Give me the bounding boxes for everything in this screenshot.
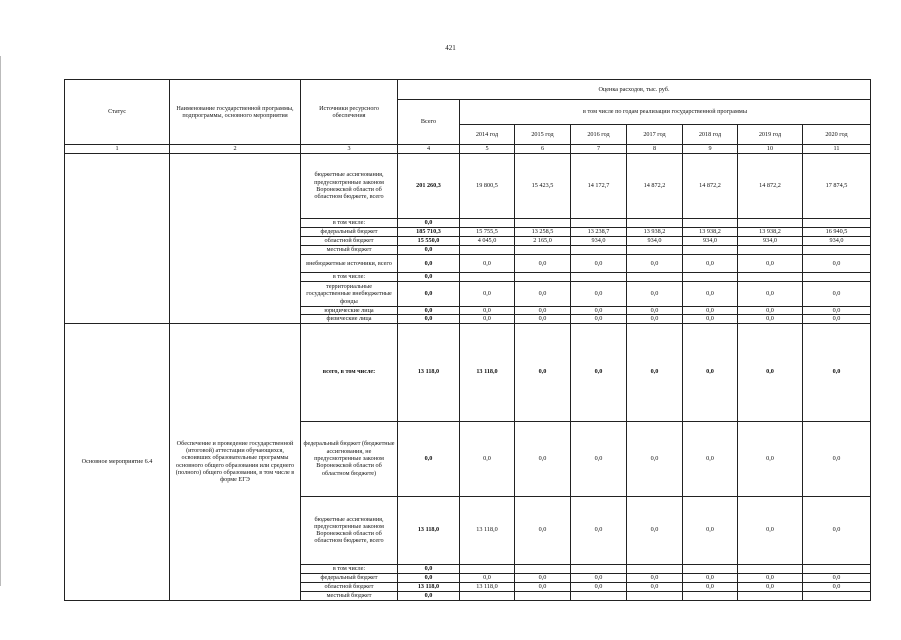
year-value-cell: 13 118,0 (460, 323, 515, 421)
column-number: 3 (301, 145, 398, 154)
year-value-cell: 0,0 (738, 582, 803, 591)
year-value-cell: 14 172,7 (571, 154, 627, 219)
header-status: Статус (65, 80, 170, 145)
header-year: 2020 год (803, 125, 871, 145)
year-value-cell (683, 246, 738, 255)
year-value-cell: 2 165,0 (515, 237, 571, 246)
source-cell: в том числе: (301, 219, 398, 228)
year-value-cell: 13 938,2 (683, 228, 738, 237)
year-value-cell: 0,0 (627, 573, 683, 582)
year-value-cell: 0,0 (803, 582, 871, 591)
year-value-cell (683, 591, 738, 600)
year-value-cell: 0,0 (571, 323, 627, 421)
header-year: 2017 год (627, 125, 683, 145)
column-number: 8 (627, 145, 683, 154)
source-cell: федеральный бюджет (бюджетные ассигнования, не предусмотренные законом Воронежской области об областном бюджете) (301, 421, 398, 496)
year-value-cell: 15 755,5 (460, 228, 515, 237)
year-value-cell: 934,0 (803, 237, 871, 246)
year-value-cell (738, 219, 803, 228)
year-value-cell: 13 258,5 (515, 228, 571, 237)
year-value-cell: 0,0 (627, 421, 683, 496)
year-value-cell (803, 246, 871, 255)
total-cell: 0,0 (398, 564, 460, 573)
header-estimate: Оценка расходов, тыс. руб. (398, 80, 871, 100)
source-cell: федеральный бюджет (301, 228, 398, 237)
year-value-cell: 0,0 (515, 421, 571, 496)
total-cell: 13 118,0 (398, 582, 460, 591)
year-value-cell: 0,0 (571, 307, 627, 315)
year-value-cell: 0,0 (738, 421, 803, 496)
year-value-cell: 0,0 (627, 323, 683, 421)
header-by-years: в том числе по годам реализации государственной программы (460, 100, 871, 125)
status-cell: Основное мероприятие 6.4 (65, 323, 170, 600)
budget-table (64, 79, 871, 601)
total-cell: 15 550,0 (398, 237, 460, 246)
year-value-cell: 0,0 (460, 282, 515, 307)
column-number: 5 (460, 145, 515, 154)
year-value-cell: 0,0 (515, 496, 571, 564)
year-value-cell: 0,0 (571, 582, 627, 591)
year-value-cell: 934,0 (738, 237, 803, 246)
year-value-cell (627, 219, 683, 228)
total-cell: 0,0 (398, 573, 460, 582)
year-value-cell: 4 045,0 (460, 237, 515, 246)
source-cell: местный бюджет (301, 246, 398, 255)
year-value-cell: 0,0 (515, 307, 571, 315)
total-cell: 0,0 (398, 421, 460, 496)
year-value-cell: 13 118,0 (460, 582, 515, 591)
source-cell: в том числе: (301, 273, 398, 282)
source-cell: бюджетные ассигнования, предусмотренные законом Воронежской области об областном бюджете, всего (301, 154, 398, 219)
year-value-cell: 14 872,2 (627, 154, 683, 219)
column-number: 11 (803, 145, 871, 154)
year-value-cell: 0,0 (627, 282, 683, 307)
column-number: 1 (65, 145, 170, 154)
total-cell: 0,0 (398, 255, 460, 273)
year-value-cell (515, 219, 571, 228)
year-value-cell: 0,0 (738, 496, 803, 564)
year-value-cell: 0,0 (515, 323, 571, 421)
year-value-cell: 15 423,5 (515, 154, 571, 219)
year-value-cell: 934,0 (571, 237, 627, 246)
year-value-cell (460, 219, 515, 228)
year-value-cell (515, 564, 571, 573)
year-value-cell: 0,0 (683, 496, 738, 564)
year-value-cell (627, 591, 683, 600)
year-value-cell: 0,0 (571, 315, 627, 323)
table-row (65, 154, 871, 219)
year-value-cell (460, 273, 515, 282)
year-value-cell: 0,0 (515, 582, 571, 591)
year-value-cell: 0,0 (515, 255, 571, 273)
column-number: 4 (398, 145, 460, 154)
year-value-cell: 0,0 (571, 282, 627, 307)
year-value-cell (683, 273, 738, 282)
year-value-cell: 0,0 (460, 315, 515, 323)
year-value-cell (738, 246, 803, 255)
year-value-cell (515, 273, 571, 282)
year-value-cell (571, 246, 627, 255)
year-value-cell (683, 564, 738, 573)
year-value-cell: 0,0 (627, 307, 683, 315)
header-year: 2019 год (738, 125, 803, 145)
source-cell: внебюджетные источники, всего (301, 255, 398, 273)
year-value-cell: 0,0 (803, 421, 871, 496)
year-value-cell (803, 273, 871, 282)
header-year: 2016 год (571, 125, 627, 145)
source-cell: областной бюджет (301, 237, 398, 246)
year-value-cell: 0,0 (515, 573, 571, 582)
year-value-cell: 934,0 (627, 237, 683, 246)
year-value-cell: 0,0 (738, 323, 803, 421)
year-value-cell: 0,0 (460, 307, 515, 315)
total-cell: 0,0 (398, 307, 460, 315)
year-value-cell: 0,0 (683, 323, 738, 421)
year-value-cell: 0,0 (627, 582, 683, 591)
scan-edge-line (0, 56, 1, 586)
source-cell: территориальные государственные внебюджетные фонды (301, 282, 398, 307)
column-numbers-row (65, 145, 871, 154)
year-value-cell: 0,0 (738, 255, 803, 273)
year-value-cell: 17 874,5 (803, 154, 871, 219)
year-value-cell: 0,0 (571, 573, 627, 582)
column-number: 6 (515, 145, 571, 154)
total-cell: 201 260,3 (398, 154, 460, 219)
year-value-cell: 934,0 (683, 237, 738, 246)
year-value-cell (571, 591, 627, 600)
year-value-cell (571, 564, 627, 573)
year-value-cell: 0,0 (803, 496, 871, 564)
total-cell: 0,0 (398, 246, 460, 255)
year-value-cell (627, 564, 683, 573)
year-value-cell (627, 246, 683, 255)
year-value-cell: 19 800,5 (460, 154, 515, 219)
total-cell: 185 710,3 (398, 228, 460, 237)
year-value-cell (683, 219, 738, 228)
year-value-cell: 0,0 (683, 573, 738, 582)
total-cell: 13 118,0 (398, 496, 460, 564)
year-value-cell: 0,0 (683, 582, 738, 591)
year-value-cell: 0,0 (683, 255, 738, 273)
year-value-cell: 0,0 (738, 573, 803, 582)
source-cell: всего, в том числе: (301, 323, 398, 421)
program-name-cell: Обеспечение и проведение государственной (итоговой) аттестации обучающихся, освоивших образовательные программы основного общего образования или среднего (полного) общего образования, в том числе в форме ЕГЭ (170, 323, 301, 600)
year-value-cell: 0,0 (803, 282, 871, 307)
year-value-cell: 14 872,2 (738, 154, 803, 219)
year-value-cell: 0,0 (803, 315, 871, 323)
year-value-cell: 0,0 (738, 307, 803, 315)
column-number: 10 (738, 145, 803, 154)
year-value-cell (460, 246, 515, 255)
source-cell: физические лица (301, 315, 398, 323)
year-value-cell: 16 940,5 (803, 228, 871, 237)
year-value-cell (627, 273, 683, 282)
year-value-cell (738, 564, 803, 573)
total-cell: 0,0 (398, 591, 460, 600)
column-number: 7 (571, 145, 627, 154)
year-value-cell: 0,0 (627, 496, 683, 564)
header-sources: Источники ресурсного обеспечения (301, 80, 398, 145)
year-value-cell (803, 219, 871, 228)
year-value-cell: 0,0 (738, 315, 803, 323)
year-value-cell (803, 591, 871, 600)
year-value-cell: 0,0 (683, 307, 738, 315)
year-value-cell (515, 246, 571, 255)
column-number: 9 (683, 145, 738, 154)
year-value-cell (738, 591, 803, 600)
source-cell: федеральный бюджет (301, 573, 398, 582)
year-value-cell: 13 938,2 (627, 228, 683, 237)
page-number: 421 (445, 44, 456, 52)
total-cell: 0,0 (398, 315, 460, 323)
header-year: 2018 год (683, 125, 738, 145)
total-cell: 0,0 (398, 219, 460, 228)
year-value-cell: 14 872,2 (683, 154, 738, 219)
total-cell: 13 118,0 (398, 323, 460, 421)
source-cell: областной бюджет (301, 582, 398, 591)
year-value-cell: 0,0 (460, 573, 515, 582)
year-value-cell: 0,0 (571, 255, 627, 273)
year-value-cell: 0,0 (803, 255, 871, 273)
source-cell: в том числе: (301, 564, 398, 573)
source-cell: местный бюджет (301, 591, 398, 600)
year-value-cell (803, 564, 871, 573)
year-value-cell: 13 118,0 (460, 496, 515, 564)
year-value-cell (571, 273, 627, 282)
year-value-cell: 0,0 (683, 315, 738, 323)
year-value-cell: 0,0 (515, 282, 571, 307)
year-value-cell (515, 591, 571, 600)
year-value-cell: 13 238,7 (571, 228, 627, 237)
year-value-cell: 0,0 (627, 255, 683, 273)
year-value-cell: 0,0 (738, 282, 803, 307)
year-value-cell: 0,0 (683, 282, 738, 307)
year-value-cell: 0,0 (803, 573, 871, 582)
year-value-cell: 0,0 (571, 496, 627, 564)
year-value-cell: 0,0 (683, 421, 738, 496)
header-year: 2015 год (515, 125, 571, 145)
year-value-cell: 0,0 (803, 307, 871, 315)
header-name: Наименование государственной программы, подпрограммы, основного мероприятия (170, 80, 301, 145)
year-value-cell: 0,0 (571, 421, 627, 496)
total-cell: 0,0 (398, 282, 460, 307)
table-row (65, 323, 871, 421)
total-cell: 0,0 (398, 273, 460, 282)
year-value-cell (738, 273, 803, 282)
year-value-cell: 0,0 (627, 315, 683, 323)
year-value-cell: 0,0 (460, 421, 515, 496)
header-total: Всего (398, 100, 460, 145)
year-value-cell: 0,0 (515, 315, 571, 323)
program-name-cell-empty (170, 154, 301, 324)
column-number: 2 (170, 145, 301, 154)
year-value-cell: 0,0 (803, 323, 871, 421)
year-value-cell: 0,0 (460, 255, 515, 273)
source-cell: бюджетные ассигнования, предусмотренные законом Воронежской области об областном бюджете, всего (301, 496, 398, 564)
source-cell: юридические лица (301, 307, 398, 315)
year-value-cell (571, 219, 627, 228)
header-year: 2014 год (460, 125, 515, 145)
year-value-cell: 13 938,2 (738, 228, 803, 237)
status-cell-empty (65, 154, 170, 324)
year-value-cell (460, 564, 515, 573)
year-value-cell (460, 591, 515, 600)
